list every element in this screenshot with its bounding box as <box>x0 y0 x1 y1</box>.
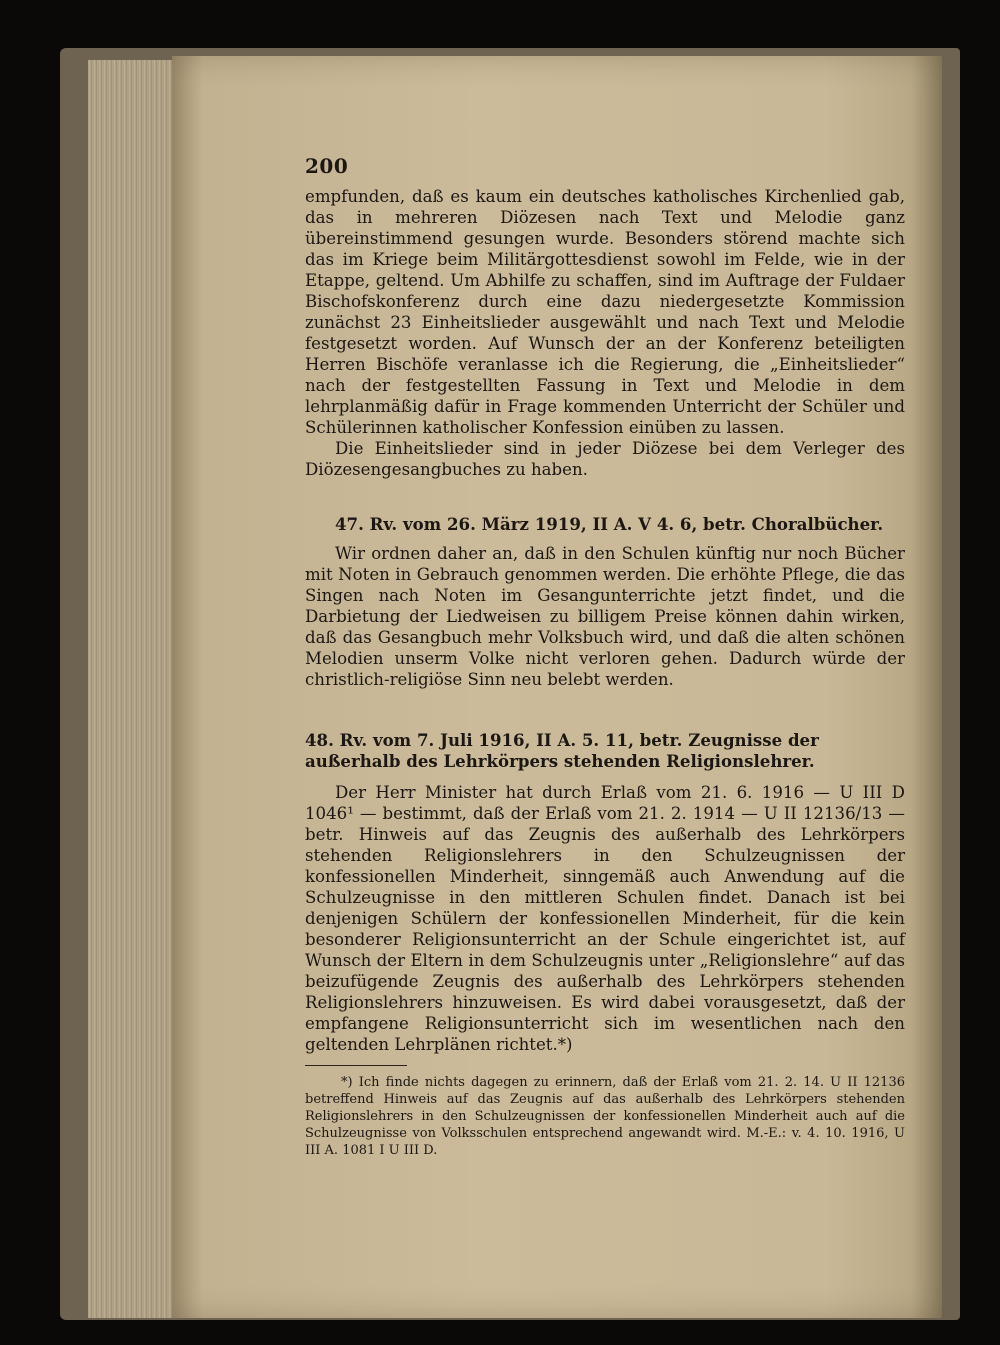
paragraph-2: Die Einheitslieder sind in jeder Diözese bei dem Verleger des Diözesengesangbuches zu haben. <box>305 439 905 479</box>
footnote: *) Ich finde nichts dagegen zu erinnern, daß der Erlaß vom 21. 2. 14. U II 12136 betreffend Hinweis auf das Zeugnis auf das außerhalb des Lehrkörpers stehenden Religionslehrers in den Schulzeugnissen der konfessionellen Minderheit auch auf die Schulzeugnisse von Volksschulen entsprechend angewandt wird. M.-E.: v. 4. 10. 1916, U III A. 1081 I U III D. <box>305 1075 905 1158</box>
section-47-heading: 47. Rv. vom 26. März 1919, II A. V 4. 6, betr. Choralbücher. <box>335 514 884 534</box>
section-48-text: Der Herr Minister hat durch Erlaß vom 21. 6. 1916 — U III D 1046¹ — bestimmt, daß der Erlaß vom 21. 2. 1914 — U II 12136/13 — betr. Hinweis auf das Zeugnis des außerhalb des Lehrkörpers stehenden Religionslehrers in den Schulzeugnissen der konfessionellen Minderheit, sinngemäß auch Anwendung auf die Schulzeugnisse in den mittleren Schulen findet. Danach ist bei denjenigen Schülern der konfessionellen Minderheit, für die kein besonderer Religionsunterricht an der Schule eingerichtet ist, auf Wunsch der Eltern in dem Schulzeugnis unter „Religionslehre“ auf das beizufügende Zeugnis des außerhalb des Lehrkörpers stehenden Religionslehrers hinzuweisen. Es wird dabei vorausgesetzt, daß der empfangene Religionsunterricht sich im wesentlichen nach den geltenden Lehrplänen richtet.*) <box>305 783 905 1054</box>
page-text <box>305 150 905 1159</box>
page-edges <box>88 60 176 1318</box>
section-47-text: Wir ordnen daher an, daß in den Schulen künftig nur noch Bücher mit Noten in Gebrauch genommen werden. Die erhöhte Pflege, die das Singen nach Noten im Gesangunterrichte jetzt findet, und die Darbietung der Liedweisen zu billigem Preise können dahin wirken, daß das Gesangbuch mehr Volksbuch wird, und daß die alten schönen Melodien unserm Volke nicht verloren gehen. Dadurch würde der christlich-religiöse Sinn neu belebt werden. <box>305 544 905 689</box>
paragraph-1: empfunden, daß es kaum ein deutsches katholisches Kirchenlied gab, das in mehreren Diözesen nach Text und Melodie ganz übereinstimmend gesungen wurde. Besonders störend machte sich das im Kriege beim Militärgottesdienst sowohl im Felde, wie in der Etappe, geltend. Um Abhilfe zu schaffen, sind im Auftrage der Fuldaer Bischofskonferenz durch eine dazu niedergesetzte Kommission zunächst 23 Einheitslieder ausgewählt und nach Text und Melodie festgesetzt worden. Auf Wunsch der an der Konferenz beteiligten Herren Bischöfe veranlasse ich die Regierung, die „Einheitslieder“ nach der festgestellten Fassung in Text und Melodie in dem lehrplanmäßig dafür in Frage kommenden Unterricht der Schüler und Schülerinnen katholischer Konfession einüben zu lassen. <box>305 187 905 437</box>
page-number: 200 <box>305 154 349 178</box>
section-48-heading: 48. Rv. vom 7. Juli 1916, II A. 5. 11, betr. Zeugnisse der außerhalb des Lehrkörpers stehenden Religionslehrer. <box>305 730 819 771</box>
